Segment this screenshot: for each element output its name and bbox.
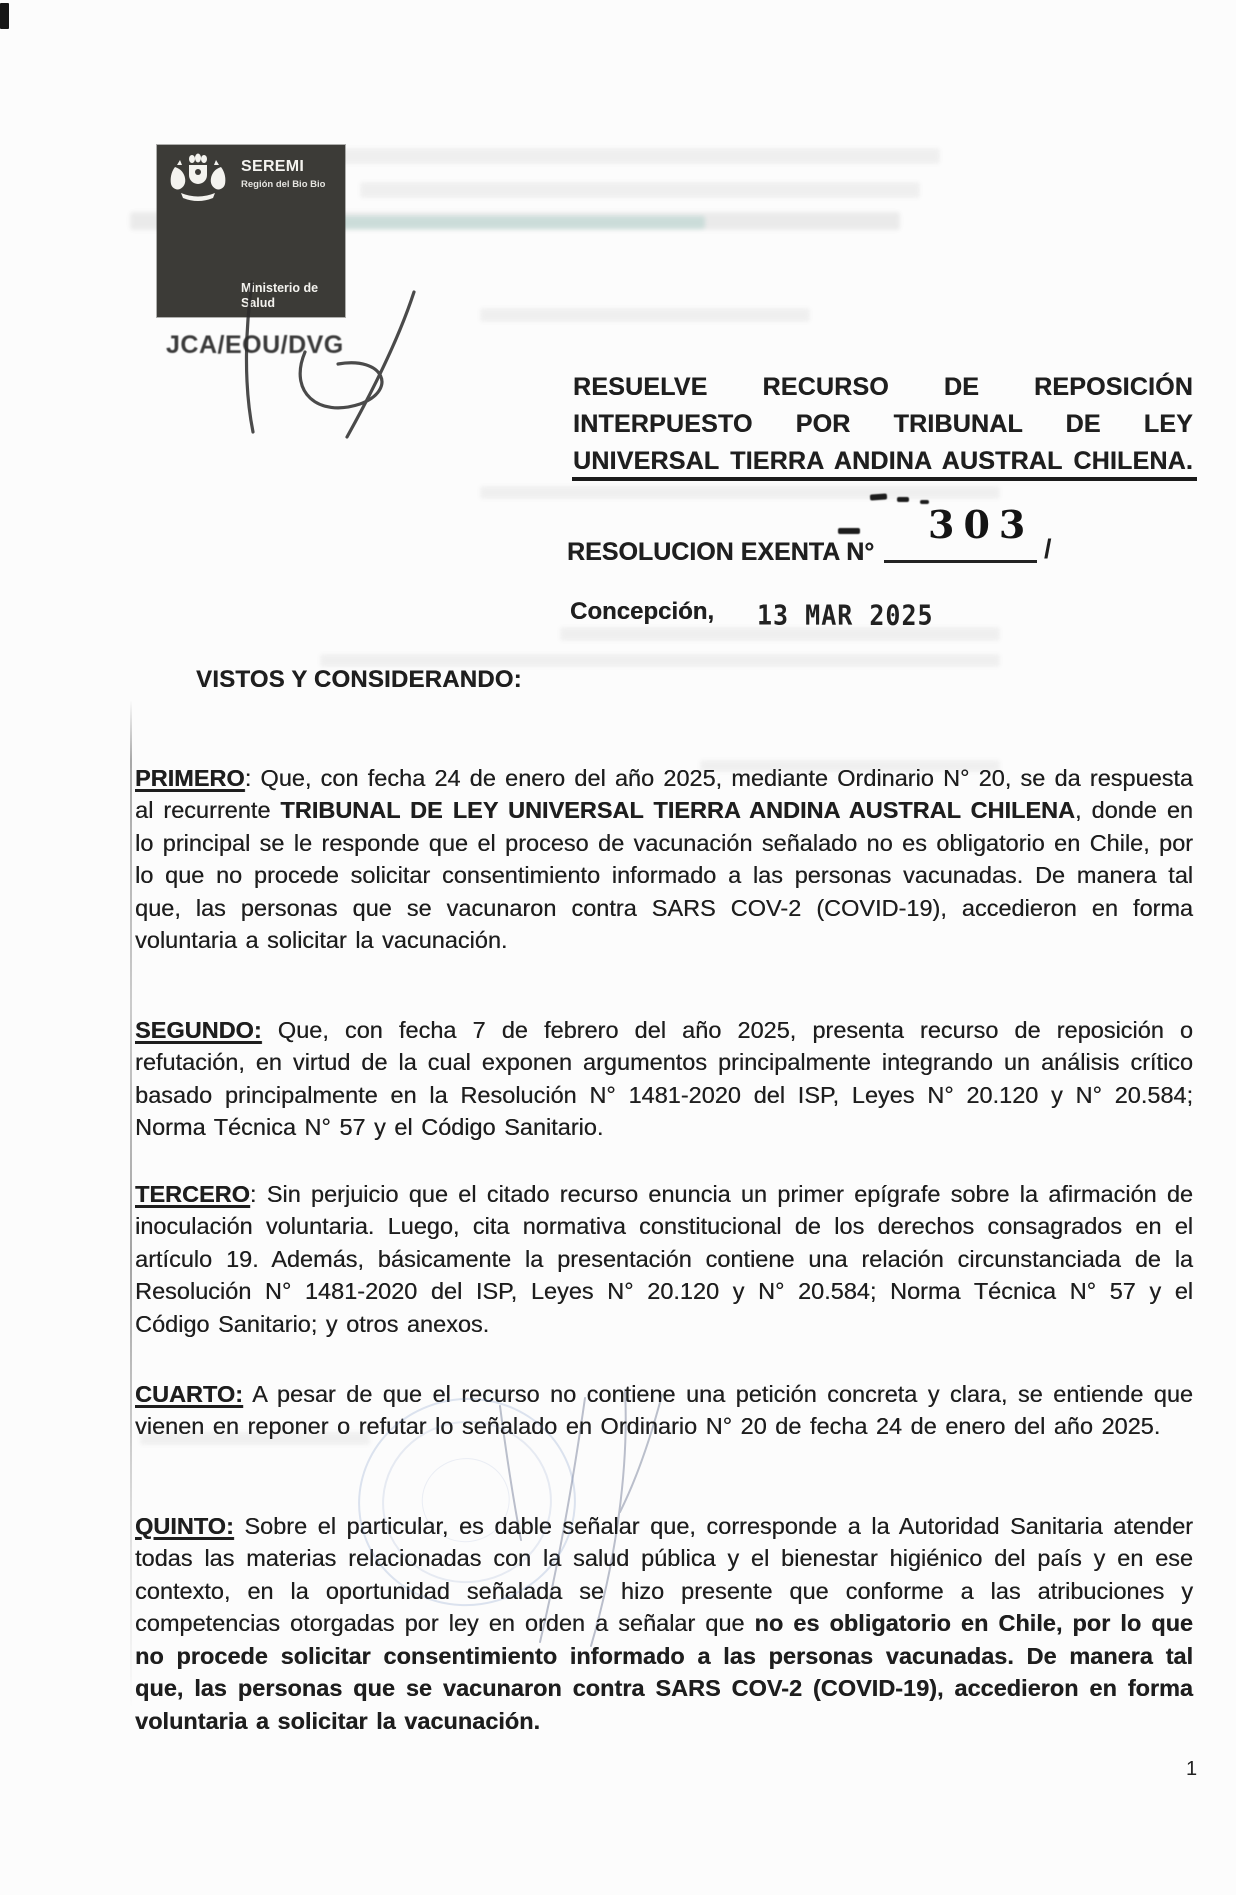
date-stamp: 13 MAR 2025 [757,599,934,631]
initials-annotation: JCA/EOU/DVG [166,331,344,359]
bleedthrough-artifact [480,486,1000,499]
bleedthrough-artifact [360,182,920,198]
subject-line-1: RESUELVE RECURSO DE REPOSICIÓN [573,373,1193,401]
subject-line-3: UNIVERSAL TIERRA ANDINA AUSTRAL CHILENA. [573,447,1193,475]
resolution-number-stamp: 303 [928,502,1035,547]
city-label: Concepción, [570,598,715,625]
page-number: 1 [1186,1758,1198,1780]
resolution-slash: / [1044,534,1052,564]
section-heading: VISTOS Y CONSIDERANDO: [196,666,522,693]
bleedthrough-artifact [340,148,940,164]
subject-underline [572,477,1197,481]
paragraph-quinto: QUINTO: Sobre el particular, es dable señalar que, corresponde a la Autoridad Sanitaria atender todas las materias relacionadas con la salud pública y el bienestar higiénico del país y en ese contexto, en la oportunidad señalada se hizo presente que conforme a las atribuciones y competencias otorgadas por ley en orden a señalar que no es obligatorio en Chile, por lo que no procede solicitar consentimiento informado a las personas vacunadas. De manera tal que, las personas que se vacunaron contra SARS COV-2 (COVID-19), accedieron en forma voluntaria a solicitar la vacunación. [135,1512,1193,1734]
paragraph-tercero: TERCERO: Sin perjuicio que el citado recurso enuncia un primer epígrafe sobre la afirmación de inoculación voluntaria. Luego, cita normativa constitucional de los derechos consagrados en el artículo 19. Además, básicamente la presentación contiene una relación circunstanciada de la Resolución N° 1481-2020 del ISP, Leyes N° 20.120 y N° 20.584; Norma Técnica N° 57 y el Código Sanitario; y otros anexos. [135,1180,1193,1337]
ink-smudge [838,528,860,534]
ink-smudge [870,493,887,500]
seremi-logo [157,145,345,317]
scan-corner-artifact [0,3,9,29]
bleedthrough-artifact [285,216,705,229]
ink-smudge [897,497,909,502]
subject-title [573,369,1193,480]
logo-region-text: Región del Bio Bio [241,179,326,190]
resolution-number-blank-line [884,560,1037,563]
bleedthrough-artifact [480,308,810,322]
paragraph-cuarto: CUARTO: A pesar de que el recurso no contiene una petición concreta y clara, se entiende que vienen en reponer o refutar lo señalado en Ordinario N° 20 de fecha 24 de enero del año 2025. [135,1380,1193,1439]
subject-line-2: INTERPUESTO POR TRIBUNAL DE LEY [573,410,1193,438]
logo-seremi-text: SEREMI [241,158,305,175]
paragraph-segundo: SEGUNDO: Que, con fecha 7 de febrero del año 2025, presenta recurso de reposición o refutación, en virtud de la cual exponen argumentos principalmente integrando un análisis crítico basado principalmente en la Resolución N° 1481-2020 del ISP, Leyes N° 20.120 y N° 20.584; Norma Técnica N° 57 y el Código Sanitario. [135,1016,1193,1140]
logo-ministry-text: Ministerio de Salud [241,281,319,310]
paragraph-primero: PRIMERO: Que, con fecha 24 de enero del año 2025, mediante Ordinario N° 20, se da respuesta al recurrente TRIBUNAL DE LEY UNIVERSAL TIERRA ANDINA AUSTRAL CHILENA, donde en lo principal se le responde que el proceso de vacunación señalado no es obligatorio en Chile, por lo que no procede solicitar consentimiento informado a las personas vacunadas. De manera tal que, las personas que se vacunaron contra SARS COV-2 (COVID-19), accedieron en forma voluntaria a solicitar la vacunación. [135,764,1193,953]
chile-coat-of-arms-icon [165,153,231,205]
scan-crease-line [130,700,132,1710]
resolution-number-label: RESOLUCION EXENTA N° [567,538,875,566]
